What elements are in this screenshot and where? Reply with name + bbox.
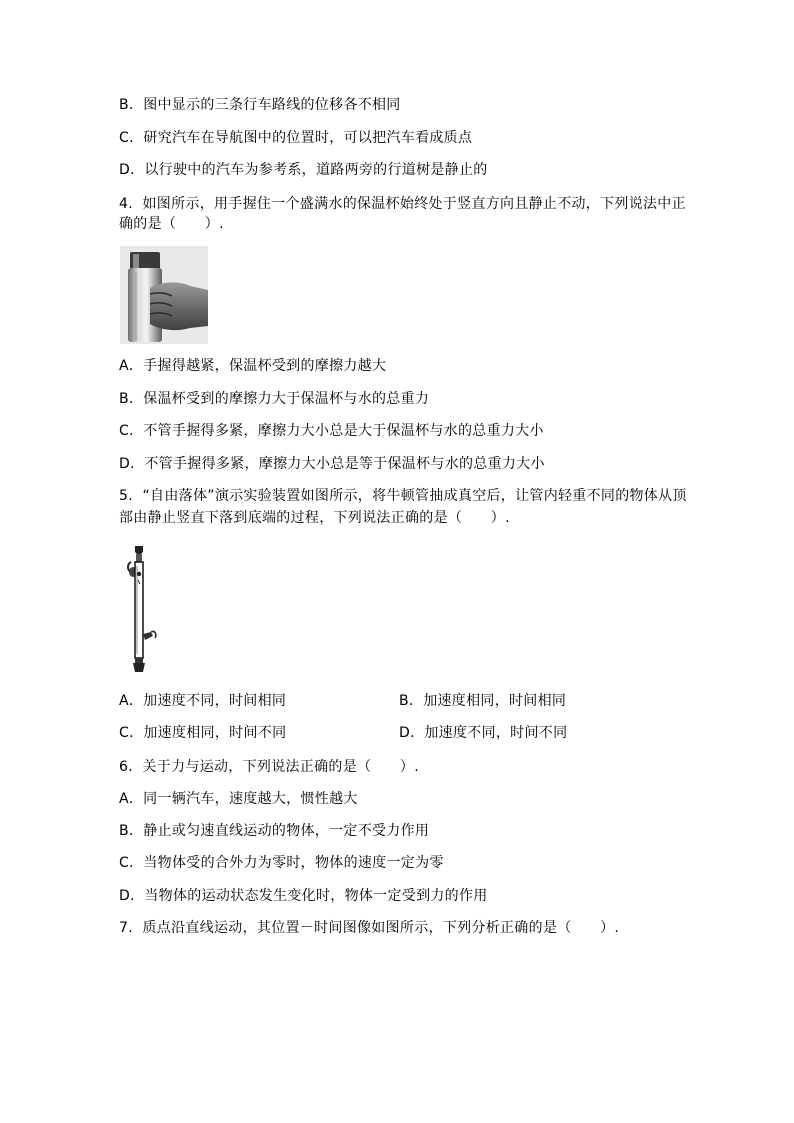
q6-option-d: D．当物体的运动状态发生变化时，物体一定受到力的作用 (119, 888, 488, 904)
q4-option-c: C．不管手握得多紧，摩擦力大小总是大于保温杯与水的总重力大小 (119, 423, 544, 439)
q6-option-a: A．同一辆汽车，速度越大，惯性越大 (119, 791, 358, 807)
q4-stem-line1: 4．如图所示，用手握住一个盛满水的保温杯始终处于竖直方向且静止不动，下列说法中正 (119, 196, 686, 212)
q5-option-d: D．加速度不同，时间不同 (399, 725, 568, 741)
q3-option-d: D．以行驶中的汽车为参考系，道路两旁的行道树是静止的 (119, 162, 488, 178)
q5-option-b: B．加速度相同，时间相同 (399, 693, 567, 709)
newton-tube-icon (119, 544, 164, 674)
q7-stem: 7．质点沿直线运动，其位置－时间图像如图所示，下列分析正确的是（ ）. (119, 920, 620, 936)
q5-option-c: C．加速度相同，时间不同 (119, 725, 287, 741)
q3-option-c: C．研究汽车在导航图中的位置时，可以把汽车看成质点 (119, 130, 473, 146)
q6-option-b: B．静止或匀速直线运动的物体，一定不受力作用 (119, 823, 430, 839)
q6-option-c: C．当物体受的合外力为零时，物体的速度一定为零 (119, 855, 444, 871)
q4-stem-line2: 确的是（ ）. (119, 216, 224, 232)
q4-option-a: A．手握得越紧，保温杯受到的摩擦力越大 (119, 358, 387, 374)
q6-stem: 6．关于力与运动，下列说法正确的是（ ）. (119, 759, 419, 775)
q5-stem-line1: 5．“自由落体”演示实验装置如图所示，将牛顿管抽成真空后，让管内轻重不同的物体从顶 (119, 488, 687, 504)
q5-stem-line2: 部由静止竖直下落到底端的过程，下列说法正确的是（ ）. (119, 510, 510, 526)
q3-option-b: B．图中显示的三条行车路线的位移各不相同 (119, 97, 401, 113)
thermos-in-hand-icon (120, 246, 208, 344)
q5-option-a: A．加速度不同，时间相同 (119, 693, 287, 709)
q4-option-b: B．保温杯受到的摩擦力大于保温杯与水的总重力 (119, 391, 430, 407)
q4-option-d: D．不管手握得多紧，摩擦力大小总是等于保温杯与水的总重力大小 (119, 456, 545, 472)
